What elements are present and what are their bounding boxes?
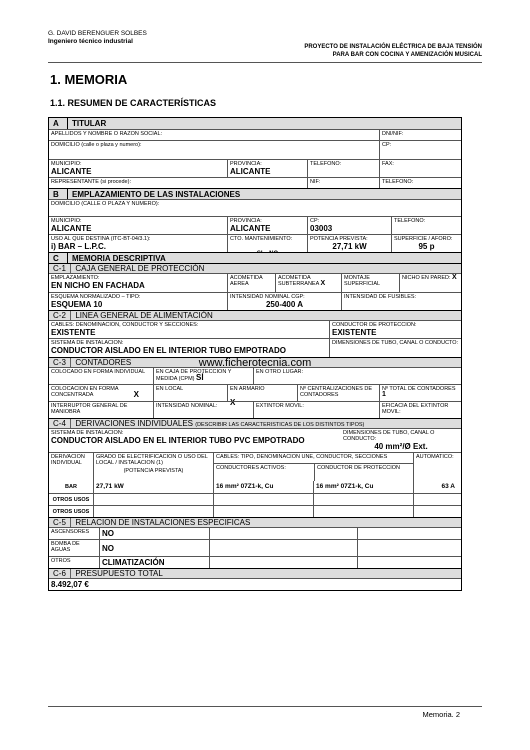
potencia-value: 27,71 kW — [332, 242, 367, 251]
deriv-potencia-value: 27,71 kW — [96, 483, 124, 490]
row-otros — [49, 556, 461, 568]
bomba-extra-1[interactable] — [209, 540, 357, 556]
superficie-label: SUPERFICIE / AFORO: — [394, 236, 453, 242]
subsection-c5-header: C-5 │ RELACION DE INSTALACIONES ESPECIFICAS — [49, 517, 461, 527]
sistema2-value: CONDUCTOR AISLADO EN EL INTERIOR TUBO PVC EMPOTRADO — [51, 436, 305, 445]
conductor-prot-label: CONDUCTOR DE PROTECCION: — [332, 322, 417, 328]
author-title: Ingeniero técnico industrial — [48, 38, 133, 45]
provincia-value: ALICANTE — [230, 167, 271, 176]
row-apellidos — [49, 129, 461, 140]
subsection-num: C-4 — [53, 419, 66, 428]
interruptor-field[interactable] — [49, 402, 153, 418]
section-c-header — [49, 252, 461, 263]
deriv-name-value: BAR — [65, 484, 77, 490]
grado-col-header — [93, 453, 213, 481]
deriv-name-cell — [49, 494, 93, 505]
caja-prot-label — [156, 369, 251, 382]
row-deriv-header — [49, 452, 461, 481]
acometida-subt-text: ACOMETIDA SUBTERRANEA — [278, 275, 319, 287]
provincia-b-value: ALICANTE — [230, 224, 271, 233]
subsection-num: C-1 — [53, 264, 66, 273]
nif-label: NIF: — [310, 179, 321, 185]
row-interruptor — [49, 401, 461, 418]
municipio-label: MUNICIPIO: — [51, 161, 82, 167]
domicilio-label: DOMICILIO (calle o plaza y numero): — [51, 142, 142, 148]
extintor-field[interactable] — [253, 402, 379, 418]
cp-b-field[interactable] — [307, 217, 391, 234]
centralizaciones-field[interactable] — [297, 385, 379, 401]
cables-value: EXISTENTE — [51, 328, 96, 337]
footer-divider — [48, 706, 482, 707]
nicho-text: NICHO EN PARED: — [402, 275, 451, 281]
cto-field[interactable] — [227, 235, 307, 252]
colocacion-conc-field[interactable] — [49, 385, 153, 401]
dni-label: DNI/NIF: — [382, 131, 404, 137]
en-armario-mark: X — [230, 398, 236, 407]
conductores-activos-label: CONDUCTORES ACTIVOS: — [216, 465, 286, 471]
subsection-c1-header: C-1 │ CAJA GENERAL DE PROTECCIÓN — [49, 263, 461, 273]
dim2-label: DIMENSIONES DE TUBO, CANAL O CONDUCTO: — [343, 430, 435, 442]
cp-label: CP: — [382, 142, 392, 148]
subsection-c4-header: C-4 │ DERIVACIONES INDIVIDUALES (DESCRIBIR LAS CARACTERISTICAS DE LOS DISTINTOS TIPOS) — [49, 418, 461, 428]
deriv-name-cell — [49, 506, 93, 517]
bomba-label: BOMBA DE AGUAS — [51, 541, 80, 553]
deriv-activos-cell[interactable] — [213, 506, 313, 517]
caja-prot-field[interactable] — [153, 368, 253, 384]
deriv-potencia-cell[interactable] — [93, 506, 213, 517]
int-nominal-label: INTENSIDAD NOMINAL: — [156, 403, 218, 409]
row-cables — [49, 320, 461, 338]
section-letter: B — [53, 189, 68, 200]
nif-field[interactable] — [307, 178, 379, 188]
row-representante — [49, 177, 461, 188]
fusibles-field[interactable] — [341, 293, 461, 310]
row-uso — [49, 234, 461, 252]
montaje-field[interactable] — [341, 274, 399, 292]
otro-lugar-label: EN OTRO LUGAR: — [256, 369, 304, 375]
header-author-block — [48, 30, 147, 46]
row-sistema2 — [49, 428, 461, 452]
municipio-b-value: ALICANTE — [51, 224, 92, 233]
deriv-name-cell — [49, 481, 93, 493]
row-domicilio — [49, 140, 461, 159]
interruptor-label: INTERRUPTOR GENERAL DE MANIOBRA — [51, 403, 128, 415]
sistema-label: SISTEMA DE INSTALACION: — [51, 340, 124, 346]
sistema-field[interactable] — [49, 339, 307, 357]
telefono-b-label: TELEFONO: — [394, 218, 426, 224]
colocado-forma-field[interactable] — [49, 368, 153, 384]
deriv-automatico-cell[interactable] — [413, 494, 461, 505]
conductor-prot2-label: CONDUCTOR DE PROTECCION — [317, 465, 401, 471]
total-contadores-text: Nº TOTAL DE CONTADORES — [382, 386, 456, 392]
colocacion-conc-mark: X — [133, 390, 139, 399]
subsection-title: RELACION DE INSTALACIONES ESPECIFICAS — [75, 518, 251, 527]
int-nominal-field[interactable] — [153, 402, 253, 418]
provincia-b-field[interactable] — [227, 217, 307, 234]
uso-value: i) BAR – L.P.C. — [51, 242, 106, 251]
potencia-field[interactable] — [307, 235, 391, 252]
otros-label: OTROS — [51, 558, 71, 564]
extintor-label: EXTINTOR MOVIL: — [256, 403, 304, 409]
centralizaciones-label: Nº CENTRALIZACIONES DE CONTADORES — [300, 386, 372, 398]
otros-value: CLIMATIZACIÓN — [102, 558, 165, 567]
emplazamiento-label: EMPLAZAMIENTO: — [51, 275, 100, 281]
automatico-label: AUTOMATICO: — [416, 454, 454, 460]
sistema-value: CONDUCTOR AISLADO EN EL INTERIOR TUBO EMPOTRADO — [51, 346, 286, 355]
row-bomba — [49, 539, 461, 556]
bomba-extra-2[interactable] — [357, 540, 461, 556]
municipio-value: ALICANTE — [51, 167, 92, 176]
section-letter: A — [53, 118, 68, 129]
heading-memoria: 1. MEMORIA — [50, 72, 128, 87]
ascensores-extra-2[interactable] — [357, 528, 461, 539]
section-title: TITULAR — [72, 119, 107, 128]
municipio-field[interactable] — [49, 160, 227, 177]
subsection-c2-header: C-2 │ LINEA GENERAL DE ALIMENTACIÓN — [49, 310, 461, 320]
dni-field[interactable] — [379, 130, 461, 140]
subsection-title: CONTADORES — [75, 358, 132, 367]
colocacion-conc-label: COLOCACION EN FORMA CONCENTRADA — [51, 386, 119, 398]
section-letter: C — [53, 253, 68, 264]
row-emplazamiento — [49, 273, 461, 292]
row-sistema — [49, 338, 461, 357]
deriv-automatico-value: 63 A — [441, 483, 455, 490]
ascensores-value: NO — [102, 529, 114, 538]
uso-field[interactable] — [49, 235, 227, 252]
dim2-field[interactable] — [341, 429, 461, 452]
en-local-field[interactable] — [153, 385, 227, 401]
domicilio-b-field[interactable] — [49, 200, 461, 216]
eficacia-field[interactable] — [379, 402, 461, 418]
telefono-field[interactable] — [307, 160, 379, 177]
en-local-label: EN LOCAL — [156, 386, 184, 392]
telefono-b-field[interactable] — [391, 217, 461, 234]
potencia-label: POTENCIA PREVISTA: — [310, 236, 368, 242]
caja-prot-text: EN CAJA DE PROTECCION Y MEDIDA (CPM) — [156, 369, 232, 382]
esquema-field[interactable] — [49, 293, 227, 310]
dimensiones-label: DIMENSIONES DE TUBO, CANAL O CONDUCTO: — [332, 340, 459, 346]
deriv-activos-cell[interactable] — [213, 481, 313, 493]
ascensores-label: ASCENSORES — [51, 529, 90, 535]
heading-resumen: 1.1. RESUMEN DE CARACTERÍSTICAS — [50, 98, 217, 108]
ascensores-field[interactable] — [99, 528, 209, 539]
superficie-field[interactable] — [391, 235, 461, 252]
caja-prot-value: SÍ — [196, 373, 204, 382]
project-line-1: PROYECTO DE INSTALACIÓN ELÉCTRICA DE BAJA TENSIÓN — [304, 44, 482, 50]
otros-extra-2[interactable] — [357, 557, 461, 568]
fax-field[interactable] — [379, 160, 461, 177]
row-municipio-b — [49, 216, 461, 234]
subsection-num: C-5 — [53, 518, 66, 527]
author-name: G. DAVID BERENGUER SOLBES — [48, 30, 147, 37]
deriv-label: DERIVACION INDIVIDUAL — [51, 454, 85, 466]
automatico-col-header — [413, 453, 461, 481]
en-armario-label: EN ARMARIO — [230, 386, 265, 392]
ascensores-extra-1[interactable] — [209, 528, 357, 539]
subsection-title: CAJA GENERAL DE PROTECCIÓN — [75, 264, 205, 273]
domicilio-b-label: DOMICILIO (CALLE O PLAZA Y NUMERO): — [51, 201, 160, 207]
cables-field[interactable] — [49, 321, 329, 338]
row-colocado — [49, 367, 461, 384]
deriv-proteccion-cell[interactable] — [313, 494, 413, 505]
eficacia-label: EFICACIA DEL EXTINTOR MOVIL: — [382, 403, 449, 415]
deriv-table-row — [49, 493, 461, 505]
acometida-aerea-label: ACOMETIDA AEREA — [230, 275, 263, 287]
provincia-label: PROVINCIA: — [230, 161, 262, 167]
apellidos-field[interactable] — [49, 130, 379, 140]
cp-b-value: 03003 — [310, 224, 333, 233]
subsection-c3-header: C-3 │ CONTADORES www.ficherotecnia.com — [49, 357, 461, 367]
deriv-proteccion-cell[interactable] — [313, 481, 413, 493]
deriv-table-row — [49, 481, 461, 493]
uso-label: USO AL QUE DESTINA (ITC-BT-04/3.1): — [51, 236, 151, 242]
intensidad-cgp-field[interactable] — [227, 293, 341, 310]
deriv-name-value: OTROS USOS — [52, 497, 90, 503]
provincia-field[interactable] — [227, 160, 307, 177]
representante-field[interactable] — [49, 178, 307, 188]
subsection-num: C-6 — [53, 569, 66, 578]
grado-label: GRADO DE ELECTRIFICACION O USO DEL LOCAL / INSTALACION (1) — [96, 454, 208, 466]
conductor-prot-value: EXISTENTE — [332, 328, 377, 337]
municipio-b-field[interactable] — [49, 217, 227, 234]
telefono2-field[interactable] — [379, 178, 461, 188]
deriv-activos-cell[interactable] — [213, 494, 313, 505]
row-presupuesto — [49, 578, 461, 590]
presupuesto-value: 8.492,07 € — [51, 580, 89, 589]
deriv-automatico-cell[interactable] — [413, 481, 461, 493]
dimensiones-field[interactable] — [329, 339, 461, 357]
deriv-automatico-cell[interactable] — [413, 506, 461, 517]
section-a-header — [49, 118, 461, 129]
cp-field[interactable] — [379, 141, 461, 159]
intensidad-cgp-label: INTENSIDAD NOMINAL CGP: — [230, 294, 305, 300]
presupuesto-field[interactable] — [49, 579, 461, 590]
acometida-subt-mark: X — [320, 280, 326, 287]
row-domicilio-b — [49, 199, 461, 216]
cables-col-header — [213, 453, 413, 481]
subsection-title: DERIVACIONES INDIVIDUALES — [75, 419, 193, 428]
deriv-name-value: OTROS USOS — [52, 509, 90, 515]
section-title: EMPLAZAMIENTO DE LAS INSTALACIONES — [72, 190, 241, 199]
section-b-header — [49, 188, 461, 199]
deriv-table-row — [49, 505, 461, 517]
acometida-subt-field[interactable] — [275, 274, 341, 292]
otros-field[interactable] — [99, 557, 209, 568]
nicho-mark: X — [452, 274, 457, 281]
superficie-value: 95 p — [418, 242, 435, 251]
watermark-text: www.ficherotecnia.com — [198, 357, 312, 369]
subsection-note: (DESCRIBIR LAS CARACTERISTICAS DE LOS DISTINTOS TIPOS) — [195, 422, 365, 428]
deriv-rows — [49, 481, 461, 517]
esquema-label: ESQUEMA NORMALIZADO – TIPO: — [51, 294, 141, 300]
emplazamiento-value: EN NICHO EN FACHADA — [51, 281, 145, 290]
fusibles-label: INTENSIDAD DE FUSIBLES: — [344, 294, 417, 300]
total-contadores-label — [382, 386, 459, 398]
header-project-block — [304, 44, 482, 59]
otro-lugar-field[interactable] — [253, 368, 461, 384]
deriv-col-header — [49, 453, 93, 481]
representante-label: REPRESENTANTE (si procede): — [51, 179, 131, 185]
cables-label: CABLES: DENOMINACION, CONDUCTOR Y SECCIONES: — [51, 322, 199, 328]
sistema2-label: SISTEMA DE INSTALACION: — [51, 430, 124, 436]
summary-form — [48, 117, 462, 591]
total-contadores-field[interactable] — [379, 385, 461, 401]
potencia-prev-label: (POTENCIA PREVISTA) — [123, 468, 184, 474]
emplazamiento-field[interactable] — [49, 274, 227, 292]
otros-extra-1[interactable] — [209, 557, 357, 568]
municipio-b-label: MUNICIPIO: — [51, 218, 82, 224]
domicilio-field[interactable] — [49, 141, 379, 159]
acometida-subt-label — [278, 275, 339, 287]
subsection-num: C-3 — [53, 358, 66, 367]
deriv-potencia-cell[interactable] — [93, 481, 213, 493]
conductor-prot-field[interactable] — [329, 321, 461, 338]
otros-label-cell — [49, 557, 99, 568]
nicho-label — [402, 275, 459, 281]
cp-b-label: CP: — [310, 218, 320, 224]
row-municipio — [49, 159, 461, 177]
esquema-value: ESQUEMA 10 — [51, 300, 103, 309]
intensidad-cgp-value: 250-400 A — [265, 300, 304, 309]
fax-label: FAX: — [382, 161, 394, 167]
ascensores-label-cell — [49, 528, 99, 539]
page-footer: Memoria. 2 — [422, 710, 460, 719]
sistema2-field[interactable] — [49, 429, 341, 452]
bomba-label-cell — [49, 540, 99, 556]
colocado-forma-label: COLOCADO EN FORMA INDIVIDUAL — [51, 369, 146, 375]
montaje-label: MONTAJE SUPERFICIAL — [344, 275, 381, 287]
total-contadores-value: 1 — [382, 391, 386, 398]
deriv-potencia-cell[interactable] — [93, 494, 213, 505]
header-divider — [48, 62, 482, 63]
row-esquema — [49, 292, 461, 310]
dim2-value: 40 mm²/Ø Ext. — [374, 442, 428, 451]
bomba-field[interactable] — [99, 540, 209, 556]
apellidos-label: APELLIDOS Y NOMBRE O RAZON SOCIAL: — [51, 131, 163, 137]
nicho-field[interactable] — [399, 274, 461, 292]
deriv-proteccion-cell[interactable] — [313, 506, 413, 517]
section-title: MEMORIA DESCRIPTIVA — [72, 254, 166, 263]
telefono2-label: TELEFONO: — [382, 179, 414, 185]
cables-tipo-label: CABLES: TIPO, DENOMINACION UNE, CONDUCTOR, SECCIONES — [216, 454, 388, 460]
subsection-num: C-2 — [53, 311, 66, 320]
bomba-value: NO — [102, 544, 114, 553]
provincia-b-label: PROVINCIA: — [230, 218, 262, 224]
row-ascensores — [49, 527, 461, 539]
acometida-aerea-field[interactable] — [227, 274, 275, 292]
telefono-label: TELEFONO: — [310, 161, 342, 167]
subsection-title: PRESUPUESTO TOTAL — [75, 569, 163, 578]
subsection-c6-header: C-6 │ PRESUPUESTO TOTAL — [49, 568, 461, 578]
deriv-activos-value: 16 mm² 07Z1-k, Cu — [216, 483, 274, 490]
project-line-2: PARA BAR CON COCINA Y AMENIZACIÓN MUSICAL — [332, 51, 482, 58]
deriv-proteccion-value: 16 mm² 07Z1-k, Cu — [316, 483, 374, 490]
cto-label: CTO. MANTENIMIENTO: — [230, 236, 293, 242]
subsection-title: LINEA GENERAL DE ALIMENTACIÓN — [75, 311, 213, 320]
